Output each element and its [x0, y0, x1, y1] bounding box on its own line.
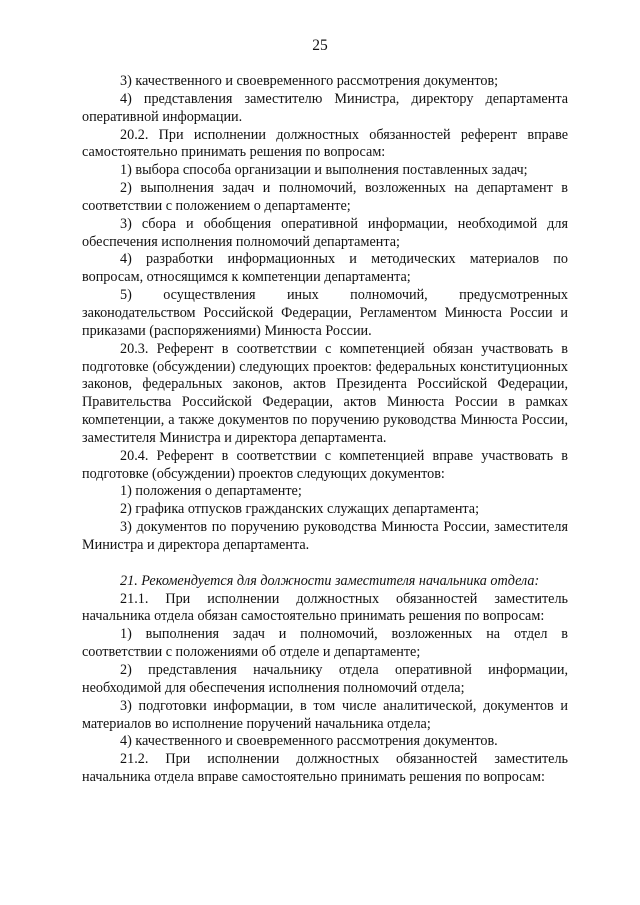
paragraph: 4) разработки информационных и методических материалов по вопросам, относящимся к компетенции департамента; — [82, 251, 568, 286]
paragraph: 20.4. Референт в соответствии с компетенцией вправе участвовать в подготовке (обсуждении) проектов следующих документов: — [82, 447, 568, 482]
paragraph: 2) представления начальнику отдела оперативной информации, необходимой для обеспечения исполнения полномочий отдела; — [82, 662, 568, 696]
section-heading: 21. Рекомендуется для должности заместителя начальника отдела: — [120, 572, 540, 589]
paragraph: 4) представления заместителю Министра, директору департамента оперативной информации. — [82, 90, 568, 125]
paragraph: 2) выполнения задач и полномочий, возложенных на департамент в соответствии с положением о департаменте; — [82, 180, 568, 214]
paragraph: 3) документов по поручению руководства Минюста России, заместителя Министра и директора департамента. — [82, 519, 568, 553]
paragraph: 1) выбора способа организации и выполнения поставленных задач; — [120, 162, 528, 179]
paragraph: 5) осуществления иных полномочий, предусмотренных законодательством Российской Федерации, Регламентом Минюста России и приказами (распоряжениями) Минюста России. — [82, 287, 568, 339]
page-number: 25 — [312, 37, 328, 54]
paragraph: 1) выполнения задач и полномочий, возложенных на отдел в соответствии с положениями об отделе и департаменте; — [82, 626, 568, 661]
paragraph: 21.2. При исполнении должностных обязанностей заместитель начальника отдела вправе самостоятельно принимать решения по вопросам: — [82, 751, 568, 786]
paragraph: 21.1. При исполнении должностных обязанностей заместитель начальника отдела обязан самостоятельно принимать решения по вопросам: — [82, 590, 568, 625]
paragraph: 2) графика отпусков гражданских служащих департамента; — [120, 501, 480, 518]
paragraph: 4) качественного и своевременного рассмотрения документов. — [120, 733, 498, 750]
paragraph: 3) сбора и обобщения оперативной информации, необходимой для обеспечения исполнения полномочий департамента; — [82, 215, 568, 250]
paragraph: 3) качественного и своевременного рассмотрения документов; — [120, 73, 499, 89]
document-body — [82, 73, 568, 787]
paragraph: 3) подготовки информации, в том числе аналитической, документов и материалов во исполнение поручений начальника отдела; — [82, 697, 568, 732]
paragraph: 1) положения о департаменте; — [120, 483, 302, 500]
paragraph: 20.3. Референт в соответствии с компетенцией обязан участвовать в подготовке (обсуждении) следующих проектов: федеральных конституционных законов, федеральных законов, актов Президента Российской Федерации, Правительства Российской Федерации, актов Минюста России в рамках компетенции, а также документов по поручению руководства Минюста России, заместителя Министра и директора департамента. — [82, 340, 568, 446]
paragraph: 20.2. При исполнении должностных обязанностей референт вправе самостоятельно принимать решения по вопросам: — [82, 126, 568, 161]
